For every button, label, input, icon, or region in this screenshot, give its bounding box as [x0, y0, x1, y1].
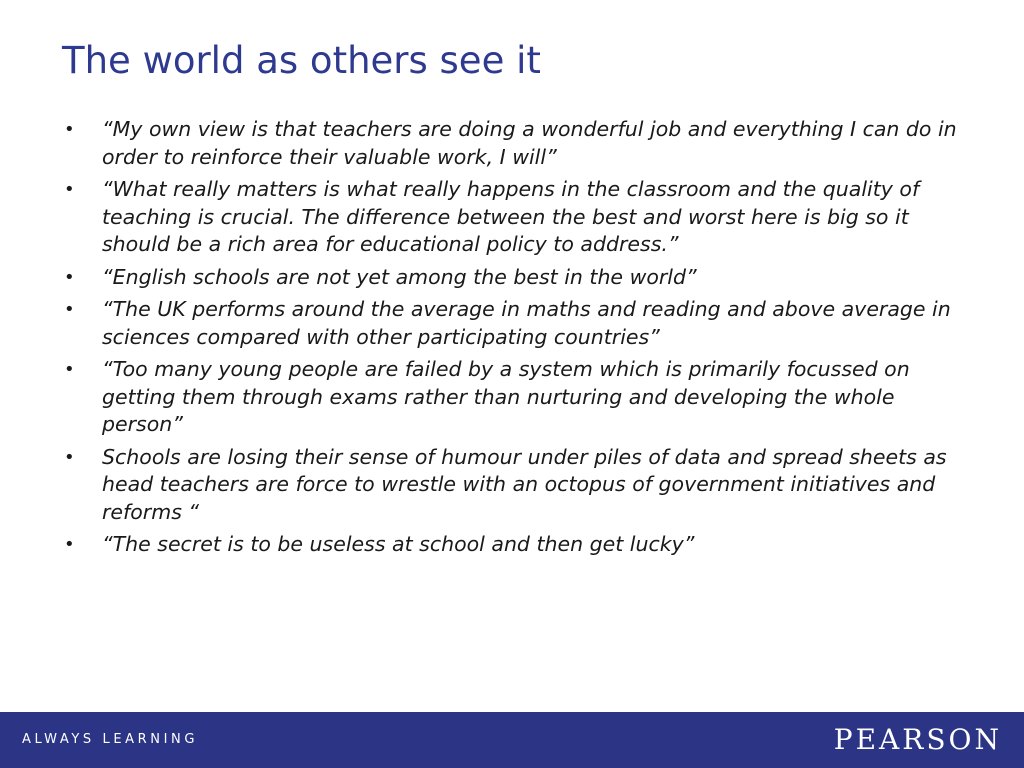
bullet-text: “The UK performs around the average in maths and reading and above average in sciences compared with other participating countries”	[102, 297, 951, 349]
slide-title: The world as others see it	[62, 39, 541, 82]
bullet-text: “English schools are not yet among the best in the world”	[102, 264, 697, 289]
pearson-logo: PEARSON	[833, 723, 1002, 756]
bullet-text: “Too many young people are failed by a system which is primarily focussed on getting them through exams rather than nurturing and developing the whole person”	[102, 357, 910, 436]
bullet-item	[62, 116, 962, 171]
bullet-icon: •	[64, 299, 75, 320]
bullet-item	[62, 444, 962, 527]
bullet-icon: •	[64, 119, 75, 140]
bullet-item	[62, 356, 962, 439]
footer-tagline: ALWAYS LEARNING	[22, 732, 199, 747]
footer-bar	[0, 712, 1024, 768]
bullet-icon: •	[64, 446, 75, 468]
bullet-item	[62, 264, 962, 292]
bullet-text: “My own view is that teachers are doing a wonderful job and everything I can do in order to reinforce their valuable work, I will”	[102, 117, 957, 169]
bullet-icon: •	[64, 534, 75, 555]
bullet-icon: •	[64, 266, 75, 288]
bullet-item	[62, 531, 962, 559]
bullet-text: Schools are losing their sense of humour under piles of data and spread sheets as head teachers are force to wrestle with an octopus of government initiatives and reforms “	[102, 444, 947, 524]
bullet-list	[62, 116, 962, 564]
bullet-item	[62, 176, 962, 259]
bullet-icon: •	[64, 359, 75, 380]
bullet-item	[62, 296, 962, 351]
bullet-icon: •	[64, 179, 75, 200]
bullet-text: “The secret is to be useless at school and then get lucky”	[102, 532, 695, 556]
bullet-text: “What really matters is what really happens in the classroom and the quality of teaching is crucial. The difference between the best and worst here is big so it should be a rich area for educational policy to address.”	[102, 177, 920, 256]
